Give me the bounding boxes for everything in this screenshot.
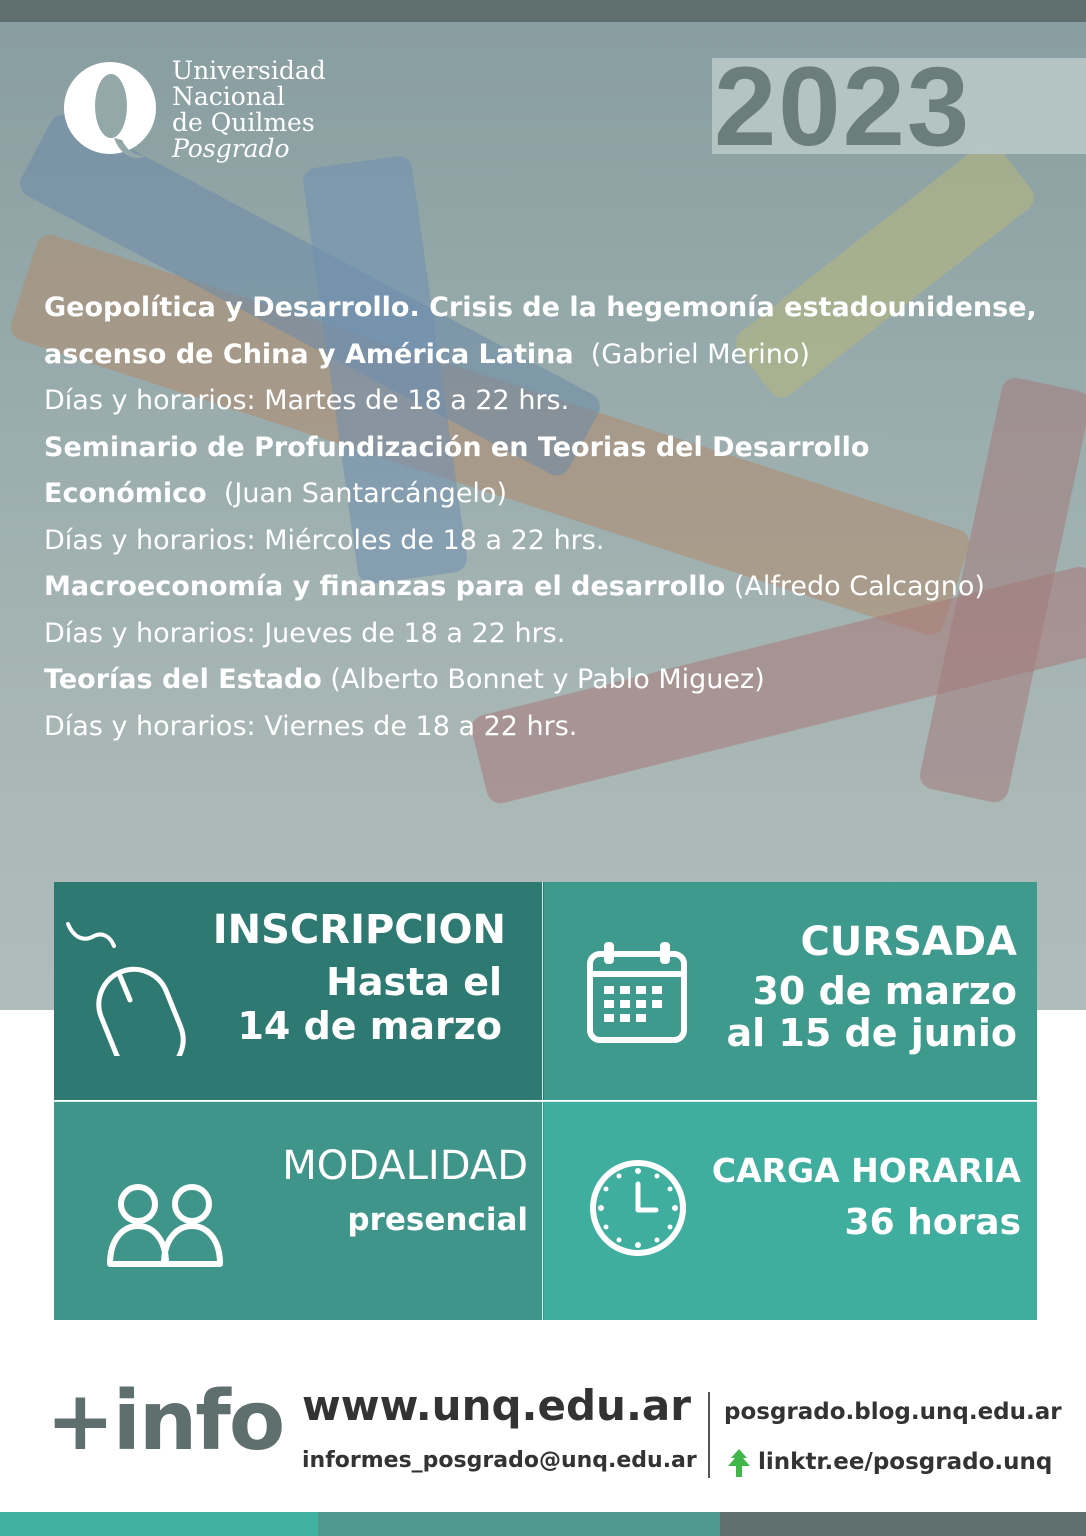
cursada-line1: 30 de marzo bbox=[752, 969, 1017, 1013]
year-label: 2023 bbox=[714, 44, 972, 169]
course-schedule: Días y horarios: Miércoles de 18 a 22 hrs. bbox=[44, 524, 605, 556]
course-item bbox=[44, 657, 1044, 704]
course-title: Geopolítica y Desarrollo. Crisis de la hegemonía estadounidense, ascenso de China y América Latina bbox=[44, 292, 1037, 370]
calendar-icon bbox=[582, 938, 692, 1048]
linktree-link[interactable] bbox=[724, 1446, 1052, 1478]
course-teacher: (Alberto Bonnet y Pablo Miguez) bbox=[330, 664, 765, 695]
website-link[interactable]: www.unq.edu.ar bbox=[302, 1381, 691, 1430]
logo-line-2: Nacional bbox=[172, 82, 285, 111]
course-title: Teorías del Estado bbox=[44, 664, 322, 695]
modalidad-text bbox=[208, 1142, 528, 1240]
bottom-bar-segment-1 bbox=[0, 1512, 318, 1536]
carga-text bbox=[681, 1150, 1021, 1246]
cursada-box bbox=[544, 882, 1037, 1100]
email-link[interactable]: informes_posgrado@unq.edu.ar bbox=[302, 1448, 697, 1473]
course-item bbox=[44, 285, 1044, 378]
cursada-line2: al 15 de junio bbox=[726, 1011, 1017, 1055]
modalidad-value: presencial bbox=[347, 1202, 528, 1238]
linktree-icon bbox=[724, 1449, 754, 1477]
logo-line-3: de Quilmes bbox=[172, 108, 315, 137]
bottom-bar bbox=[0, 1512, 1086, 1536]
quilmes-q-logo-icon bbox=[62, 58, 162, 166]
course-teacher: (Gabriel Merino) bbox=[590, 338, 810, 370]
mouse-icon bbox=[58, 916, 198, 1056]
carga-heading: CARGA HORARIA bbox=[711, 1151, 1021, 1190]
grid-divider-horizontal bbox=[54, 1101, 1037, 1102]
course-teacher: (Juan Santarcángelo) bbox=[223, 478, 507, 509]
linktree-text: linktr.ee/posgrado.unq bbox=[758, 1449, 1053, 1475]
course-schedule: Días y horarios: Jueves de 18 a 22 hrs. bbox=[44, 617, 566, 649]
logo-subtitle: Posgrado bbox=[172, 134, 290, 163]
cursada-heading: CURSADA bbox=[800, 919, 1017, 965]
inscripcion-text bbox=[186, 906, 506, 1048]
logo-line-1: Universidad bbox=[172, 56, 326, 85]
carga-value: 36 horas bbox=[844, 1202, 1021, 1243]
logo-text bbox=[172, 58, 326, 162]
more-info-label: +info bbox=[46, 1374, 284, 1469]
course-schedule: Días y horarios: Viernes de 18 a 22 hrs. bbox=[44, 710, 578, 742]
inscripcion-line2: 14 de marzo bbox=[237, 1004, 502, 1048]
clock-icon bbox=[586, 1156, 690, 1260]
university-logo bbox=[62, 58, 382, 168]
top-bar bbox=[0, 0, 1086, 22]
bottom-bar-segment-3 bbox=[720, 1512, 1086, 1536]
modalidad-box bbox=[54, 1102, 544, 1320]
course-teacher: (Alfredo Calcagno) bbox=[733, 571, 985, 602]
footer-separator bbox=[708, 1392, 710, 1478]
cursada-text bbox=[697, 918, 1017, 1054]
course-title: Seminario de Profundización en Teorias del Desarrollo Económico bbox=[44, 431, 870, 509]
inscripcion-box bbox=[54, 882, 544, 1100]
inscripcion-line1: Hasta el bbox=[326, 960, 502, 1004]
inscripcion-heading: INSCRIPCION bbox=[212, 907, 506, 953]
modalidad-heading: MODALIDAD bbox=[282, 1143, 528, 1189]
course-item bbox=[44, 564, 1044, 611]
course-schedule: Días y horarios: Martes de 18 a 22 hrs. bbox=[44, 385, 570, 416]
course-title: Macroeconomía y finanzas para el desarrollo bbox=[44, 571, 726, 602]
course-list bbox=[44, 285, 1044, 750]
bottom-bar-segment-2 bbox=[318, 1512, 720, 1536]
blog-link[interactable]: posgrado.blog.unq.edu.ar bbox=[724, 1399, 1062, 1425]
carga-horaria-box bbox=[544, 1102, 1037, 1320]
course-item bbox=[44, 425, 1044, 518]
